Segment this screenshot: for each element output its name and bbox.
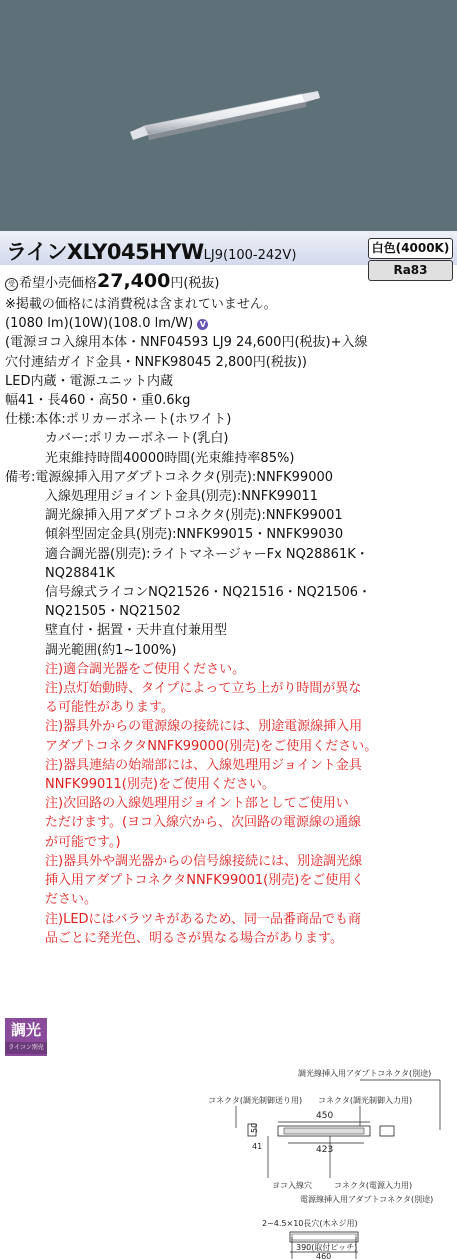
dim-50: 50 — [250, 1122, 259, 1133]
dimming-badge-label: 調光 — [10, 1021, 41, 1039]
set-line-1: (電源ヨコ入線用本体・NNF04593 LJ9 24,600円(税抜)+入線 — [5, 335, 368, 351]
warning-13: ださい。 — [45, 892, 98, 908]
label-conn-send: コネクタ(調光制御送り用) — [208, 1096, 303, 1105]
title-model: XLY045HYW — [66, 240, 204, 264]
note-7: 信号線式ライコンNQ21526・NQ21516・NQ21506・ — [45, 585, 372, 601]
note-6: NQ28841K — [45, 565, 115, 581]
warning-15: 品ごとに発光色、明るさが異なる場合があります。 — [45, 930, 343, 946]
warning-8: 注)次回路の入線処理用ジョイント部としてご使用い — [45, 796, 349, 812]
note-4: 傾斜型固定金具(別売):NNFK99015・NNFK99030 — [45, 527, 344, 543]
dimming-badge — [5, 1018, 47, 1056]
warning-3: る可能性があります。 — [45, 700, 174, 716]
note-8: NQ21505・NQ21502 — [45, 604, 181, 620]
note-2: 入線処理用ジョイント金具(別売):NNFK99011 — [45, 489, 319, 505]
warning-9: ただけます。(ヨコ入線穴から、次回路の電源線の通線 — [45, 815, 362, 831]
dimension-diagram — [0, 1060, 457, 1259]
adapter-right — [380, 1126, 394, 1136]
title-prefix: ライン — [6, 240, 67, 264]
led-line: LED内蔵・電源ユニット内蔵 — [5, 373, 173, 389]
spec-line — [5, 314, 452, 333]
price-line — [5, 270, 452, 295]
label-conn-power: コネクタ(電源入力用) — [334, 1181, 413, 1190]
color-badge: 白色(4000K) — [368, 238, 453, 259]
warning-6: 注)器具連結の始端部には、入線処理用ジョイント金具 — [45, 757, 362, 773]
warning-14: 注)LEDにはバラツキがあるため、同一品番商品でも商 — [45, 911, 362, 927]
product-details — [5, 270, 452, 948]
note-5: 適合調光器(別売):ライトマネージャーFx NQ28861K・ — [45, 546, 369, 562]
note-3: 調光線挿入用アダプトコネクタ(別売):NNFK99001 — [45, 508, 343, 524]
fixture-inner — [284, 1128, 364, 1134]
tax-note: ※掲載の価格には消費税は含まれていません。 — [5, 297, 277, 312]
warning-7: NNFK99011(別売)をご使用ください。 — [45, 777, 275, 793]
dim-41: 41 — [252, 1142, 263, 1151]
order-mark-icon: 受 — [5, 278, 18, 291]
label-screw: 2~4.5×10長穴(木ネジ用) — [262, 1219, 358, 1228]
warning-2: 注)点灯始動時、タイプによって立ち上がり時間が異な — [45, 681, 362, 697]
warning-1: 注)適合調光器をご使用ください。 — [45, 661, 246, 677]
note-10: 調光範囲(約1~100%) — [45, 642, 177, 658]
dimming-badge-sub: ライコン別売 — [5, 1042, 47, 1054]
dim-460: 460 — [316, 1252, 332, 1259]
price-value: 27,400 — [97, 270, 171, 292]
dim-390: 390(取付ピッチ) — [296, 1243, 358, 1252]
spec-body: 仕様:本体:ポリカーボネート(ホワイト) — [5, 412, 232, 428]
v-mark-icon: V — [197, 319, 208, 330]
luminaire-illustration — [0, 0, 457, 231]
dim-450: 450 — [316, 1111, 334, 1121]
product-title — [6, 236, 296, 266]
ra-badge: Ra83 — [368, 260, 453, 281]
spec-life: 光束維持時間40000時間(光束維持率85%) — [45, 450, 295, 466]
price-unit: 円(税抜) — [170, 276, 220, 291]
note-1: 備考:電源線挿入用アダプトコネクタ(別売):NNFK99000 — [5, 469, 334, 485]
warning-11: 注)器具外や調光器からの信号線接続には、別途調光線 — [45, 853, 363, 869]
label-side-hole: ヨコ入線穴 — [272, 1181, 312, 1190]
warning-12: 挿入用アダプトコネクタNNFK99001(別売)をご使用く — [45, 873, 365, 889]
warning-10: が可能です。) — [45, 834, 121, 850]
note-9: 壁直付・据置・天井直付兼用型 — [45, 623, 228, 639]
set-line-2: 穴付連結ガイド金具・NNFK98045 2,800円(税抜)) — [5, 354, 307, 370]
title-suffix: LJ9 — [203, 248, 224, 263]
price-label: 希望小売価格 — [19, 276, 98, 291]
warning-4: 注)器具外からの電源線の接続には、別途電源線挿入用 — [45, 719, 363, 735]
dim-423: 423 — [316, 1145, 334, 1155]
label-power-adapter: 電源線挿入用アダプトコネクタ(別途) — [300, 1195, 434, 1204]
mount-slot — [292, 1234, 356, 1240]
product-photo — [0, 0, 457, 231]
spec-cover: カバー:ポリカーボネート(乳白) — [45, 431, 229, 447]
label-dim-adapter: 調光線挿入用アダプトコネクタ(別途) — [298, 1069, 432, 1078]
title-voltage: (100-242V) — [223, 248, 297, 263]
warning-5: アダプトコネクタNNFK99000(別売)をご使用ください。 — [45, 738, 378, 754]
spec-text: (1080 lm)(10W)(108.0 lm/W) — [5, 316, 194, 332]
label-conn-in: コネクタ(調光制御入力用) — [318, 1096, 413, 1105]
size-line: 幅41・長460・高50・重0.6kg — [5, 393, 191, 409]
